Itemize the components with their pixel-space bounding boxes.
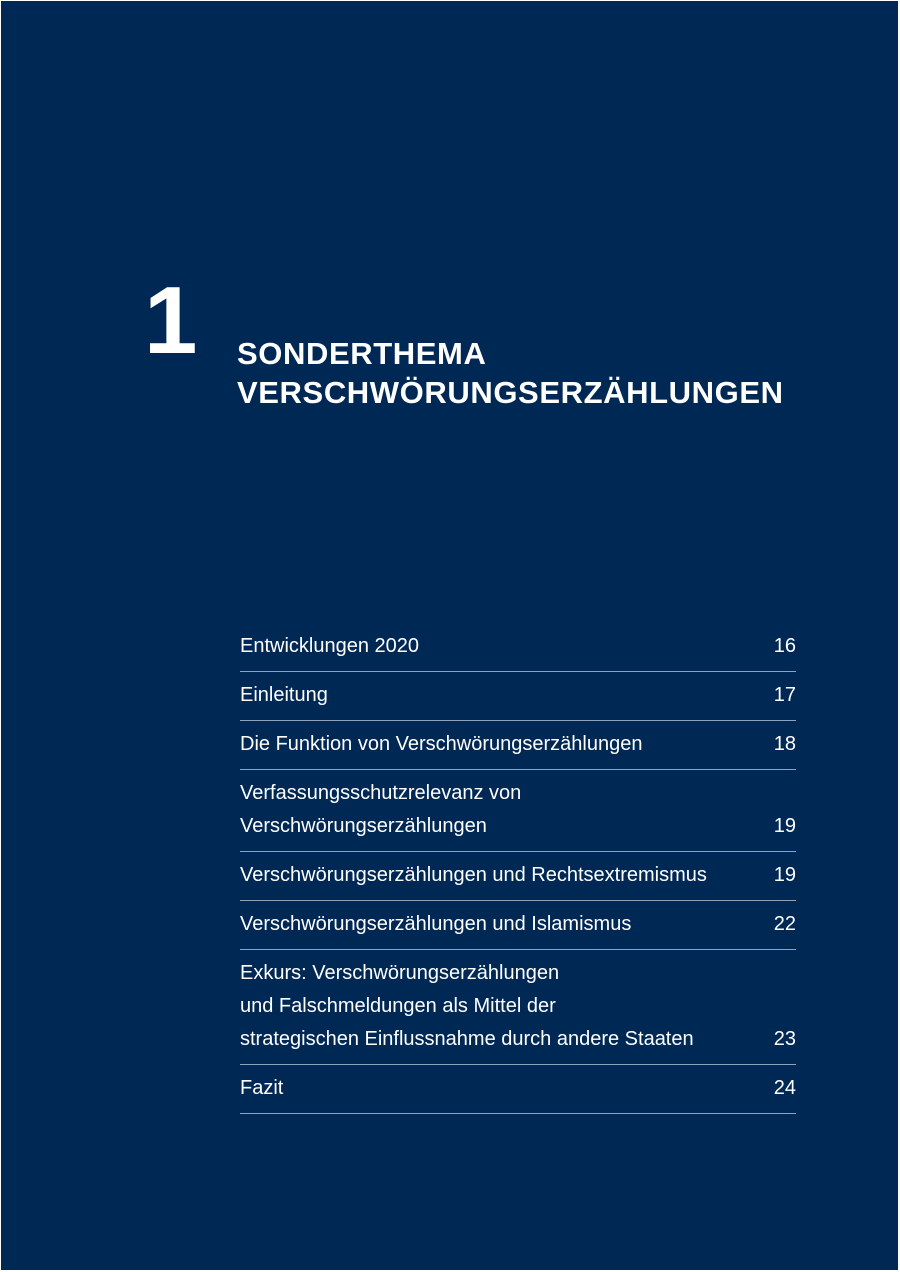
toc-entry-page: 19 <box>773 815 796 837</box>
toc-entry-title: Exkurs: Verschwörungserzählungen und Falschmeldungen als Mittel der strategischen Einflussnahme durch andere Staaten <box>240 962 694 1050</box>
toc-entry-page: 18 <box>773 733 796 755</box>
toc-entry-islamismus[interactable] <box>240 901 796 950</box>
toc-entry-page: 22 <box>773 913 796 935</box>
chapter-cover-page <box>1 1 898 1270</box>
toc-entry-title: Verschwörungserzählungen und Rechtsextremismus <box>240 864 707 886</box>
toc-entry-title: Die Funktion von Verschwörungserzählungen <box>240 733 643 755</box>
toc-entry-rechtsextremismus[interactable] <box>240 852 796 901</box>
toc-entry-verfassungsschutzrelevanz[interactable] <box>240 770 796 852</box>
toc-entry-einleitung[interactable] <box>240 672 796 721</box>
toc-entry-title: Verschwörungserzählungen und Islamismus <box>240 913 632 935</box>
toc-entry-page: 19 <box>773 864 796 886</box>
toc-entry-entwicklungen[interactable] <box>240 623 796 672</box>
toc-entry-title: Entwicklungen 2020 <box>240 635 420 657</box>
toc-entry-page: 16 <box>773 635 796 657</box>
chapter-title-line-1: SONDERTHEMA <box>237 336 487 371</box>
chapter-title-line-2: VERSCHWÖRUNGSERZÄHLUNGEN <box>237 375 784 410</box>
toc-entry-page: 23 <box>773 1028 796 1050</box>
toc-entry-fazit[interactable] <box>240 1065 796 1114</box>
chapter-title <box>237 334 784 412</box>
toc-entry-title: Verfassungsschutzrelevanz von Verschwörungserzählungen <box>240 782 522 837</box>
toc-entry-page: 17 <box>773 684 796 706</box>
toc-entry-title: Fazit <box>240 1077 284 1099</box>
toc-entry-page: 24 <box>773 1077 796 1099</box>
toc-entry-title: Einleitung <box>240 684 328 706</box>
table-of-contents <box>240 623 796 1114</box>
toc-entry-funktion[interactable] <box>240 721 796 770</box>
toc-entry-exkurs[interactable] <box>240 950 796 1065</box>
chapter-number: 1 <box>144 267 196 374</box>
